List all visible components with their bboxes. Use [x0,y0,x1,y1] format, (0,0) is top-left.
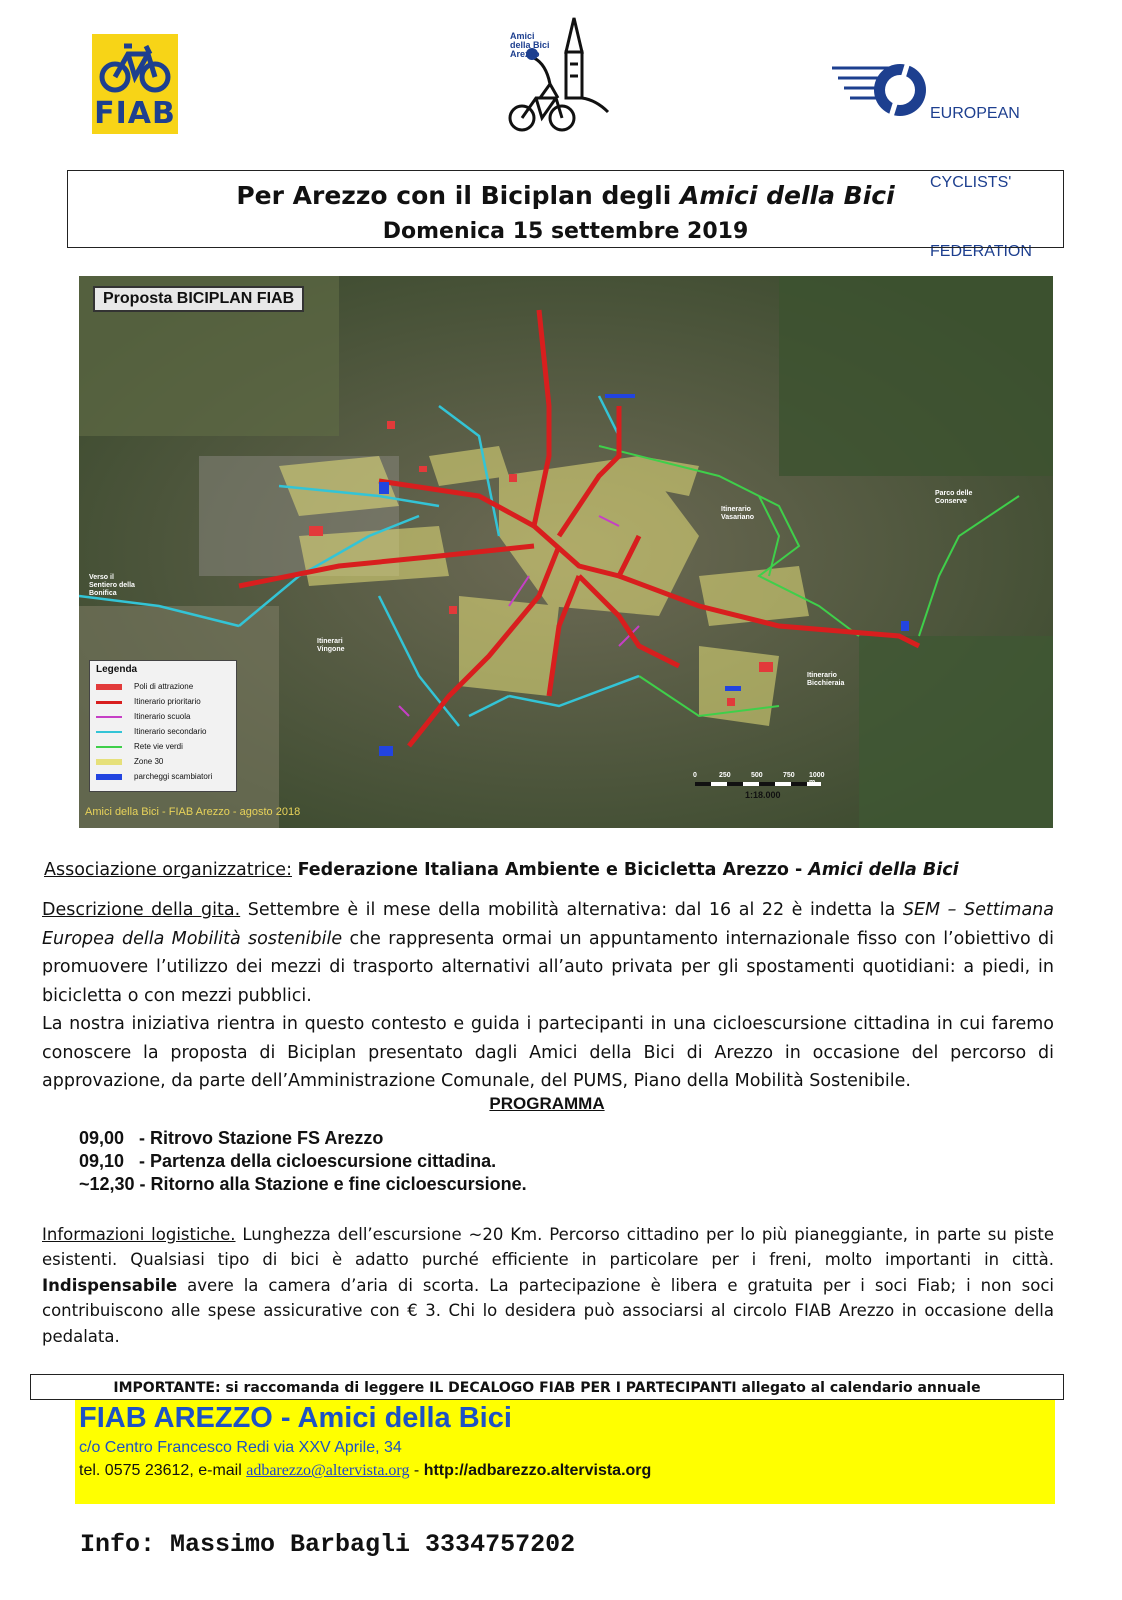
legend-label: Itinerario prioritario [134,697,201,706]
legend-swatch [96,684,122,690]
ecf-logo-line: CYCLISTS' [930,174,1012,191]
legend-swatch [96,746,122,748]
programme-item: 09,10 - Partenza della cicloescursione cittadina. [79,1151,497,1171]
event-date: Domenica 15 settembre 2019 [382,219,749,244]
logistics-info [42,1222,1054,1349]
description-paragraph: La nostra iniziativa rientra in questo contesto e guida i partecipanti in una cicloescursione cittadina in cui faremo conoscere la proposta di Biciplan presentato dagli Amici della Bici di Arezzo in occasione del percorso di approvazione, da parte dell’Amministrazione Comunale, del PUMS, Piano della Mobilità Sostenibile. [42,1014,1054,1091]
map-credit: Amici della Bici - FIAB Arezzo - agosto 2018 [85,806,301,818]
adb-logo-line: della Bici [510,40,550,50]
amici-della-bici-logo [496,14,616,134]
logistics-bold: Indispensabile [42,1275,178,1295]
title-italic: Amici della Bici [680,181,895,210]
info-contact: Info: Massimo Barbagli 3334757202 [80,1530,576,1559]
programme-title: PROGRAMMA [489,1094,605,1113]
legend-label: Zone 30 [134,757,164,766]
map-legend [89,660,237,792]
legend-label: parcheggi scambiatori [134,772,213,781]
biciplan-map [79,276,1053,828]
trip-description [42,896,1054,1096]
map-tag-bicchieraia: Itinerario Bicchieraia [807,672,845,687]
bicycle-icon [98,40,172,96]
fiab-logo [92,34,178,134]
scale-tick: 1000 [809,772,825,779]
scale-bar [695,782,821,786]
legend-swatch [96,731,122,733]
footer-title: FIAB AREZZO - Amici della Bici [79,1402,512,1434]
website-link[interactable]: http://adbarezzo.altervista.org [423,1462,652,1479]
scale-tick: 500 [751,772,763,779]
legend-label: Poli di attrazione [134,682,194,691]
footer-address: c/o Centro Francesco Redi via XXV Aprile, 34 [79,1439,402,1456]
map-tag-conserve: Parco delle Conserve [935,490,973,505]
footer-phone: tel. 0575 23612, e-mail [79,1462,247,1479]
adb-logo-line: Amici [510,31,535,41]
description-italic: SEM – Settimana Europea della Mobilità sostenibile [42,900,1055,949]
programme-item: ~12,30 - Ritorno alla Stazione e fine cicloescursione. [79,1174,527,1194]
scale-ratio: 1:18.000 [745,790,781,800]
organizer-name: Federazione Italiana Ambiente e Bicicletta Arezzo - [297,860,809,880]
organizer-name-italic: Amici della Bici [808,860,959,880]
map-tag-bonifica: Verso il Sentiero della Bonifica [89,574,135,597]
map-scale [693,772,827,804]
scale-tick: 750 [783,772,795,779]
ecf-logo [832,52,1052,260]
legend-title: Legenda [96,664,138,675]
map-tag-vasariano: Itinerario Vasariano [721,506,755,521]
legend-label: Itinerario secondario [134,727,207,736]
legend-label: Rete vie verdi [134,742,183,751]
legend-swatch [96,774,122,780]
organizer-line [44,856,1056,885]
email-link[interactable]: adbarezzo@altervista.org [246,1462,410,1479]
footer-contact [79,1462,651,1480]
description-text: che rappresenta ormai un appuntamento internazionale fisso con l’obiettivo di promuovere l’utilizzo dei mezzi di trasporto alternativi all’auto privata per gli spostamenti quotidiani: a piedi, in bicicletta o con mezzi pubblici. [42,928,1055,1006]
logistics-text: Lunghezza dell’escursione ~20 Km. Percorso cittadino per lo più pianeggiante, in parte su piste esistenti. Qualsiasi tipo di bici è adatto purché efficiente in particolare per i freni, molto importanti in città. [42,1225,1054,1270]
organizer-label: Associazione organizzatrice: [44,860,292,880]
description-label: Descrizione della gita. [42,900,241,920]
scale-tick: 250 [719,772,731,779]
logistics-label: Informazioni logistiche. [42,1225,236,1244]
legend-label: Itinerario scuola [134,712,191,721]
ecf-logo-line: EUROPEAN [930,105,1020,122]
page-title [68,181,1063,210]
important-notice: IMPORTANTE: si raccomanda di leggere IL DECALOGO FIAB PER I PARTECIPANTI allegato al calendario annuale [30,1374,1064,1400]
footer-contact-box [75,1400,1055,1504]
ecf-logo-line: FEDERATION [930,243,1032,260]
title-box [67,170,1064,248]
map-label: Proposta BICIPLAN FIAB [93,286,304,312]
logistics-text: avere la camera d’aria di scorta. La partecipazione è libera e gratuita per i soci Fiab; i non soci contribuiscono alle spese assicurative con € 3. Chi lo desidera può associarsi al circolo FIAB Arezzo in occasione della pedalata. [42,1275,1054,1346]
legend-swatch [96,701,122,704]
legend-swatch [96,716,122,718]
footer-separator: - [409,1462,424,1479]
scale-tick: 0 [693,772,697,779]
map-tag-vingone: Itinerari Vingone [317,638,345,653]
adb-logo-line: Arezzo [510,49,540,59]
description-text: Settembre è il mese della mobilità alternativa: dal 16 al 22 è indetta la [240,900,903,920]
ecf-emblem-icon [832,58,928,122]
legend-swatch [96,759,122,765]
title-part: Per Arezzo con il Biciplan degli [236,181,681,210]
programme-item: 09,00 - Ritrovo Stazione FS Arezzo [79,1128,384,1148]
fiab-logo-text: FIAB [94,96,176,131]
